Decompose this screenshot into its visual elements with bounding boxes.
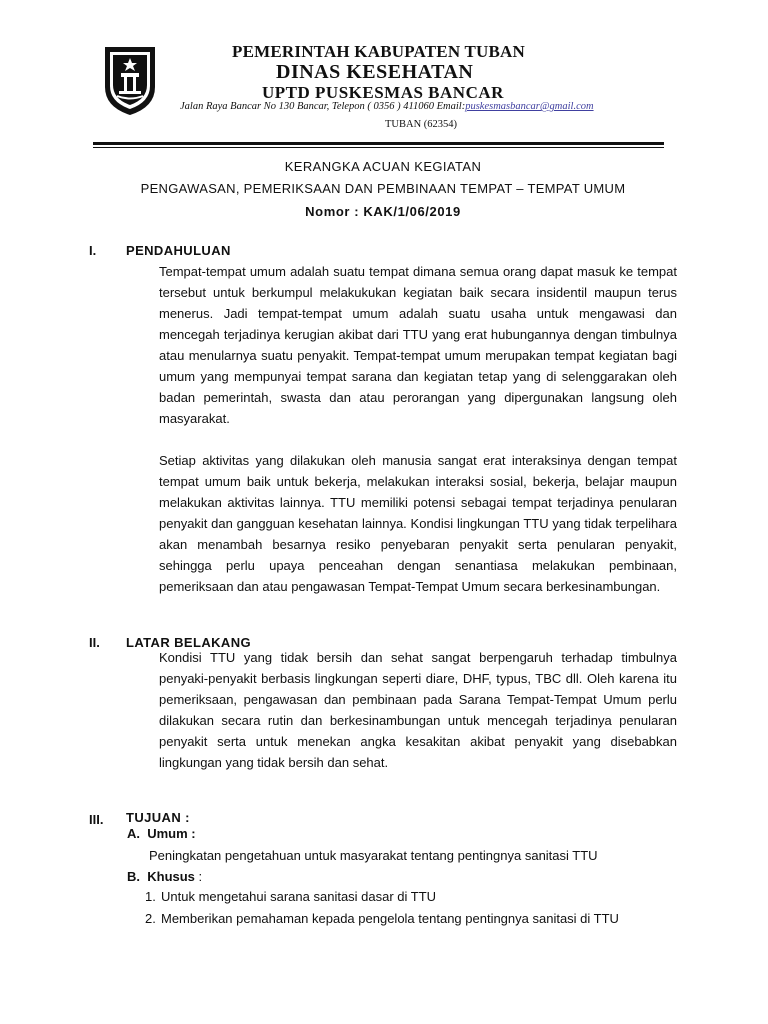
- list-item-text: Untuk mengetahui sarana sanitasi dasar di TTU: [161, 889, 437, 904]
- subsection-a-heading: [127, 826, 196, 841]
- subsection-b-label: B.: [127, 869, 140, 884]
- section-3-number: III.: [89, 812, 104, 827]
- section-1-number: I.: [89, 243, 97, 258]
- letterhead-city: TUBAN (62354): [385, 119, 458, 130]
- subsection-a-title: Umum :: [147, 826, 196, 841]
- list-item-text: Memberikan pemahaman kepada pengelola tentang pentingnya sanitasi di TTU: [161, 911, 619, 926]
- government-seal-icon: [101, 41, 159, 117]
- subsection-a-text: Peningkatan pengetahuan untuk masyarakat tentang pentingnya sanitasi TTU: [149, 848, 598, 863]
- section-3-title: TUJUAN :: [126, 810, 190, 825]
- document-title: KERANGKA ACUAN KEGIATAN: [284, 159, 482, 174]
- section-1-paragraph-1: Tempat-tempat umum adalah suatu tempat dimana semua orang dapat masuk ke tempat tersebut untuk berkumpul melakukukan kegiatan baik secara insidentil maupun terus menerus. Jadi tempat-tempat umum adalah suatu usaha untuk mengawasi dan mencegah terjadinya kerugian akibat dari TTU yang erat hubungannya dengan timbulnya atau menularnya suatu penyakit. Tempat-tempat umum merupakan tempat kegiatan bagi umum yang mempunyai tempat sarana dan kegiatan tetap yang di selenggarakan oleh badan pemerintah, swasta dan atau perorangan yang dipergunakan langsung oleh masyarakat.: [159, 264, 677, 426]
- letterhead-agency: DINAS KESEHATAN: [276, 61, 474, 83]
- email-link[interactable]: puskesmasbancar@gmail.com: [465, 101, 594, 112]
- section-2-paragraph: Kondisi TTU yang tidak bersih dan sehat sangat berpengaruh terhadap timbulnya penyaki-penyakit berbasis lingkungan seperti diare, DHF, typus, TBC dll. Oleh karena itu pemeriksaan, pengawasan dan pembinaan pada Sarana Tempat-Tempat Umum perlu dilakukan secara rutin dan berkesinambungan untuk mencegah terjadinya penularan penyakit serta untuk menekan angka kesakitan akibat penyakit yang disebabkan lingkungan yang tidak bersih dan sehat.: [159, 650, 677, 770]
- section-2-title: LATAR BELAKANG: [126, 635, 251, 650]
- subsection-a-label: A.: [127, 826, 140, 841]
- letterhead-rule-thick: [93, 142, 664, 145]
- document-subtitle: PENGAWASAN, PEMERIKSAAN DAN PEMBINAAN TEMPAT – TEMPAT UMUM: [140, 181, 626, 196]
- subsection-b-heading: [127, 869, 202, 884]
- section-1-title: PENDAHULUAN: [126, 243, 231, 258]
- document-number: Nomor : KAK/1/06/2019: [305, 204, 461, 219]
- address-text: Jalan Raya Bancar No 130 Bancar, Telepon ( 0356 ) 411060 Email:: [180, 101, 466, 112]
- section-1-paragraph-2: Setiap aktivitas yang dilakukan oleh manusia sangat erat interaksinya dengan tempat tempat umum baik untuk bekerja, melakukan interaksi sosial, bekerja, belajar maupun melakukan aktivitas lainnya. TTU memiliki potensi sebagai tempat terjadinya penularan penyakit dan gangguan kesehatan lainnya. Kondisi lingkungan TTU yang tidak terpelihara akan menambah besarnya resiko penyebaran penyakit serta penularan penyakit, sehingga perlu upaya penceahan dengan senantiasa melakukan pembinaan, pemeriksaan dan atau pengawasan Tempat-Tempat Umum secara berkesinambungan.: [159, 453, 677, 594]
- list-item-number: 2.: [145, 911, 156, 926]
- letterhead-address: [180, 101, 680, 112]
- subsection-b-title: Khusus: [147, 869, 195, 884]
- letterhead-government: PEMERINTAH KABUPATEN TUBAN: [232, 42, 525, 61]
- list-item-number: 1.: [145, 889, 156, 904]
- letterhead-unit: UPTD PUSKESMAS BANCAR: [262, 83, 504, 102]
- subsection-b-colon: :: [194, 869, 203, 884]
- section-2-number: II.: [89, 635, 100, 650]
- letterhead-rule-thin: [93, 147, 664, 148]
